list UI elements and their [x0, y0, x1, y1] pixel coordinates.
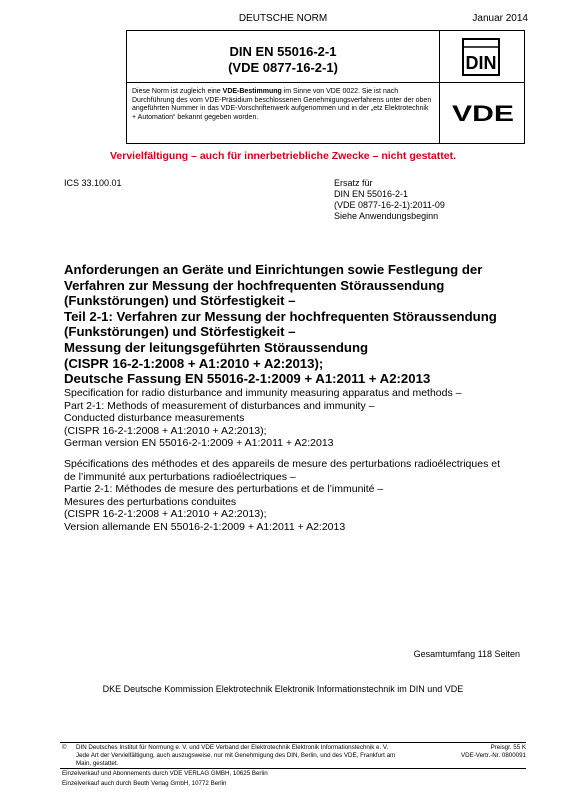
english-title-line: German version EN 55016-2-1:2009 + A1:2011 + A2:2013: [64, 437, 334, 449]
french-title-line: Partie 2-1: Méthodes de mesure des perturbations et de l’immunité –: [64, 483, 384, 495]
french-title-line: Spécifications des méthodes et des appareils de mesure des perturbations radioélectriques et: [64, 458, 501, 470]
total-pages: Gesamtumfang 118 Seiten: [413, 649, 520, 659]
ics-code: ICS 33.100.01: [64, 178, 122, 188]
din-logo-icon: [462, 38, 500, 76]
price-group: Preisgr. 55 K: [490, 744, 526, 751]
french-title-line: Mesures des perturbations conduites: [64, 495, 237, 508]
document-number: [127, 44, 439, 76]
vde-logo-icon: [451, 101, 515, 125]
logo-column-divider: [439, 30, 440, 143]
french-title-line: Version allemande EN 55016-2-1:2009 + A1:2011 + A2:2013: [64, 520, 346, 533]
footer-divider-2: [60, 768, 526, 769]
vde-logo-text: VDE: [452, 101, 514, 125]
vde-note-post: im Sinne von VDE 0022. Sie ist nach Durchführung des vom VDE-Präsidium beschlossenen Genehmigungsverfahrens unter der oben angeführten Nummer in das VDE-Vorschriftenwerk aufgenommen und in der „etz Elektrotechnik + Automation“ bekannt gegeben worden.: [132, 88, 432, 121]
vde-note-bold: VDE-Bestimmung: [222, 88, 282, 95]
english-title-line: Conducted disturbance measurements: [64, 412, 245, 424]
english-title-line: Part 2-1: Methods of measurement of disturbances and immunity –: [64, 399, 375, 412]
english-title-line: Specification for radio disturbance and immunity measuring apparatus and methods –: [64, 387, 462, 399]
din-logo-text: DIN: [465, 53, 497, 73]
replacement-info: [334, 178, 445, 222]
title-frame-divider: [126, 82, 525, 83]
french-title-line: de l’immunité aux perturbations radioélectriques –: [64, 470, 296, 483]
copyright-text: DIN Deutsches Institut für Normung e. V. und VDE Verband der Elektrotechnik Elektronik Informationstechnik e. V. Jede Art der Vervielfältigung, auch auszugsweise, nur mit Genehmigung des DIN, Berlin, und des VDE, Frankfurt am Main, gestattet.: [76, 744, 396, 767]
french-title: [64, 458, 554, 533]
din-logo: [462, 38, 500, 76]
footer-divider: [60, 742, 526, 743]
vde-order-number: VDE-Vertr.-Nr. 0800091: [461, 752, 526, 759]
german-title-line: (CISPR 16-2-1:2008 + A1:2010 + A2:2013);: [64, 355, 324, 371]
german-title-line: Deutsche Fassung EN 55016-2-1:2009 + A1:2011 + A2:2013: [64, 371, 431, 387]
replacement-line3: (VDE 0877-16-2-1):2011-09: [334, 200, 445, 210]
german-title-line: (Funkstörungen) und Störfestigkeit –: [64, 324, 296, 340]
publication-date: Januar 2014: [472, 13, 528, 24]
reproduction-notice: Vervielfältigung – auch für innerbetriebliche Zwecke – nicht gestattet.: [109, 150, 456, 162]
english-title-line: (CISPR 16-2-1:2008 + A1:2010 + A2:2013);: [64, 424, 267, 437]
document-number-vde: (VDE 0877-16-2-1): [228, 60, 338, 75]
vde-note-pre: Diese Norm ist zugleich eine: [132, 88, 223, 95]
replacement-line1: Ersatz für: [334, 178, 373, 188]
replacement-line2: DIN EN 55016-2-1: [334, 189, 409, 199]
dke-line: DKE Deutsche Kommission Elektrotechnik Elektronik Informationstechnik im DIN und VDE: [102, 684, 464, 694]
french-title-line: (CISPR 16-2-1:2008 + A1:2010 + A2:2013);: [64, 508, 267, 520]
german-title-line: Verfahren zur Messung der hochfrequenten Störaussendung: [64, 277, 445, 293]
german-title-line: Anforderungen an Geräte und Einrichtungen sowie Festlegung der: [64, 262, 483, 277]
german-title-line: Messung der leitungsgeführten Störaussendung: [64, 339, 369, 355]
vde-logo: [451, 101, 515, 125]
english-title: [64, 387, 544, 450]
norm-label: DEUTSCHE NORM: [238, 13, 328, 24]
german-title: [64, 262, 544, 387]
german-title-line: (Funkstörungen) und Störfestigkeit –: [64, 293, 296, 309]
vde-note: [132, 88, 432, 122]
sales-info-vde: Einzelverkauf und Abonnements durch VDE VERLAG GMBH, 10625 Berlin: [62, 770, 268, 777]
german-title-line: Teil 2-1: Verfahren zur Messung der hochfrequenten Störaussendung: [64, 308, 497, 324]
document-number-din: DIN EN 55016-2-1: [229, 44, 337, 59]
sales-info-beuth: Einzelverkauf auch durch Beuth Verlag GmbH, 10772 Berlin: [62, 780, 227, 787]
copyright-symbol: ©: [62, 744, 67, 751]
replacement-line4: Siehe Anwendungsbeginn: [334, 211, 439, 221]
